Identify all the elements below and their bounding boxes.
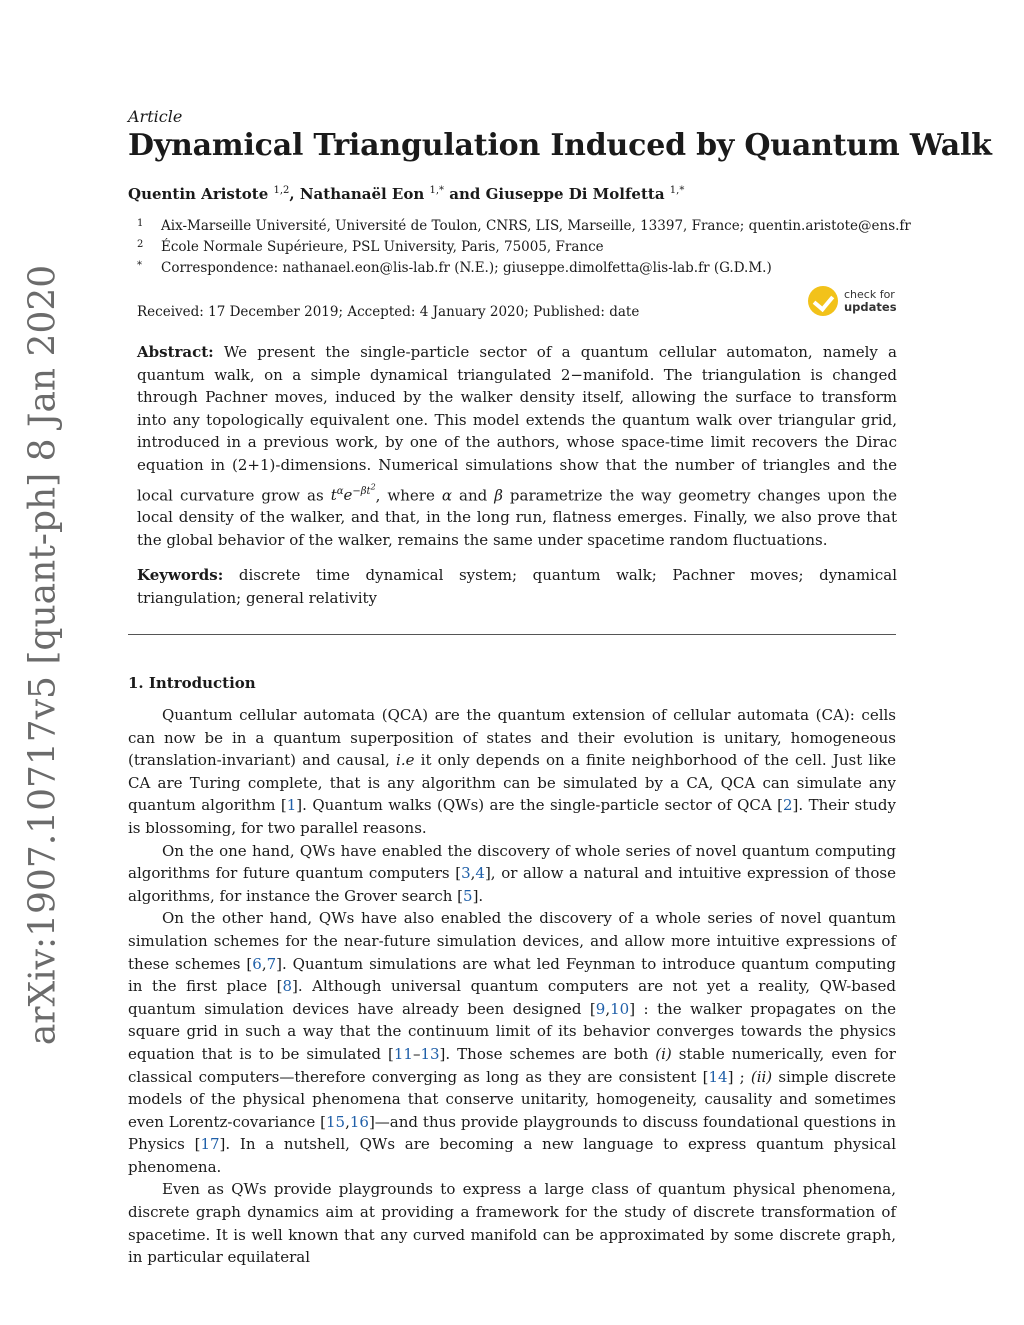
formula-exp: −βt	[352, 485, 371, 497]
citation-link[interactable]: 14	[708, 1067, 728, 1086]
badge-line2: updates	[844, 299, 897, 314]
paragraph: On the one hand, QWs have enabled the discovery of whole series of novel quantum computing algorithms for future quantum computers [3,4], or allow a natural and intuitive expression of those algorithms, for instance the Grover search [5].	[128, 841, 896, 905]
badge-line1: check for	[844, 287, 895, 301]
citation-link[interactable]: 10	[610, 999, 630, 1018]
citation-link[interactable]: 5	[463, 886, 473, 905]
paragraph: Even as QWs provide playgrounds to express a large class of quantum physical phenomena, discrete graph dynamics aim at providing a framework for the study of discrete transformation of spacetime. It is well known that any curved manifold can be approximated by some discrete graph, in particular equilateral	[128, 1180, 896, 1267]
citation-link[interactable]: 9	[595, 999, 606, 1018]
affiliation-text: Aix-Marseille Université, Université de Toulon, CNRS, LIS, Marseille, 13397, France; quentin.aristote@ens.fr	[161, 218, 911, 234]
abstract-text: parametrize the way geometry changes upon the local density of the walker, and that, in the long run, flatness emerges. Finally, we also prove that the global behavior of the walker, remains the same under spacetime random fluctuations.	[137, 485, 897, 550]
keywords-text: discrete time dynamical system; quantum walk; Pachner moves; dynamical triangulation; general relativity	[137, 566, 897, 607]
author-affil-sup: 1,*	[669, 185, 685, 196]
abstract-text: We present the single-particle sector of a quantum cellular automaton, namely a quantum walk, on a simple dynamical triangulated 2−manifold. The triangulation is changed through Pachner moves, induced by the walker density itself, allowing the surface to transform into any topologically equivalent one. This model extends the quantum walk over triangular grid, introduced in a previous work, by one of the authors, whose space-time limit recovers the Dirac equation in (2+1)-dimensions. Numerical simulations show that the number of triangles and the local curvature grow as	[137, 343, 897, 504]
affiliation	[137, 239, 604, 255]
citation-link[interactable]: 15	[325, 1112, 346, 1131]
citation-link[interactable]: 16	[349, 1112, 369, 1131]
publication-dates: Received: 17 December 2019; Accepted: 4 January 2020; Published: date	[137, 304, 640, 320]
paper-title: Dynamical Triangulation Induced by Quantum Walk	[128, 128, 992, 163]
symbol-beta: β	[494, 485, 503, 504]
citation-link[interactable]: 8	[282, 977, 293, 996]
correspondence	[137, 260, 772, 276]
citation-link[interactable]: 7	[266, 954, 277, 973]
affiliation-mark: 1	[137, 218, 144, 229]
formula-base: t	[330, 485, 337, 504]
keywords-label: Keywords:	[137, 566, 224, 584]
abstract-text: and	[452, 485, 495, 504]
citation-link[interactable]: 11	[393, 1044, 413, 1063]
arxiv-id: arXiv:1907.10717v5 [quant-ph] 8 Jan 2020	[22, 264, 64, 1046]
paragraph: On the other hand, QWs have also enabled the discovery of a whole series of novel quantum simulation schemes for the near-future simulation devices, and allow more intuitive expressions of these schemes [6,7]. Quantum simulations are what led Feynman to introduce quantum computing in the first place [8]. Although universal quantum computers are not yet a reality, QW-based quantum simulation devices have already been designed [9,10] : the walker propagates on the square grid in such a way that the continuum limit of its behavior converges towards the physics equation that is to be simulated [11–13]. Those schemes are both (i) stable numerically, even for classical computers—therefore converging as long as they are consistent [14] ; (ii) simple discrete models of the physical phenomena that conserve unitarity, homogeneity, causality and sometimes even Lorentz-covariance [15,16]—and thus provide playgrounds to discuss foundational questions in Physics [17]. In a nutshell, QWs are becoming a new language to express quantum physical phenomena.	[128, 909, 896, 1176]
affiliation-mark: *	[137, 260, 142, 271]
citation-link[interactable]: 2	[783, 796, 793, 815]
symbol-alpha: α	[441, 485, 453, 504]
affiliation-text: École Normale Supérieure, PSL University, Paris, 75005, France	[161, 239, 604, 255]
arxiv-sidebar-stamp	[14, 264, 72, 1046]
divider	[128, 634, 896, 635]
citation-link[interactable]: 6	[252, 954, 262, 973]
citation-link[interactable]: 3	[461, 864, 471, 883]
paragraph: Quantum cellular automata (QCA) are the quantum extension of cellular automata (CA): cells can now be in a quantum superposition of states and their evolution is unitary, homogeneous (translation-invariant) and causal, i.e it only depends on a finite neighborhood of the cell. Just like CA are Turing complete, that is any algorithm can be simulated by a CA, QCA can simulate any quantum algorithm [1]. Quantum walks (QWs) are the single-particle sector of QCA [2]. Their study is blossoming, for two parallel reasons.	[128, 706, 896, 837]
formula-e: e	[343, 485, 353, 504]
citation-link[interactable]: 1	[286, 796, 297, 815]
check-for-updates-badge[interactable]	[808, 286, 897, 316]
formula-sq: 2	[370, 482, 376, 492]
citation-link[interactable]: 13	[420, 1044, 440, 1063]
abstract-label: Abstract:	[137, 343, 214, 361]
abstract	[137, 341, 897, 552]
introduction-body	[128, 704, 896, 1269]
author-list	[128, 185, 684, 203]
citation-link[interactable]: 17	[200, 1135, 220, 1154]
author-affil-sup: 1,2	[273, 185, 290, 196]
author-name: , Nathanaël Eon	[289, 185, 430, 203]
check-circle-icon	[808, 286, 838, 316]
affiliation-mark: 2	[137, 239, 144, 250]
affiliation	[137, 218, 911, 234]
formula	[330, 482, 376, 504]
author-name: Quentin Aristote	[128, 185, 274, 203]
citation-link[interactable]: 4	[475, 864, 485, 883]
section-heading: 1. Introduction	[128, 674, 256, 692]
article-type-label: Article	[128, 107, 183, 126]
author-name: and Giuseppe Di Molfetta	[444, 185, 670, 203]
keywords	[137, 564, 897, 609]
affiliation-text: Correspondence: nathanael.eon@lis-lab.fr (N.E.); giuseppe.dimolfetta@lis-lab.fr (G.D.M.)	[161, 260, 772, 276]
abstract-text: , where	[375, 485, 442, 504]
author-affil-sup: 1,*	[429, 185, 445, 196]
formula-exp: α	[336, 485, 344, 497]
